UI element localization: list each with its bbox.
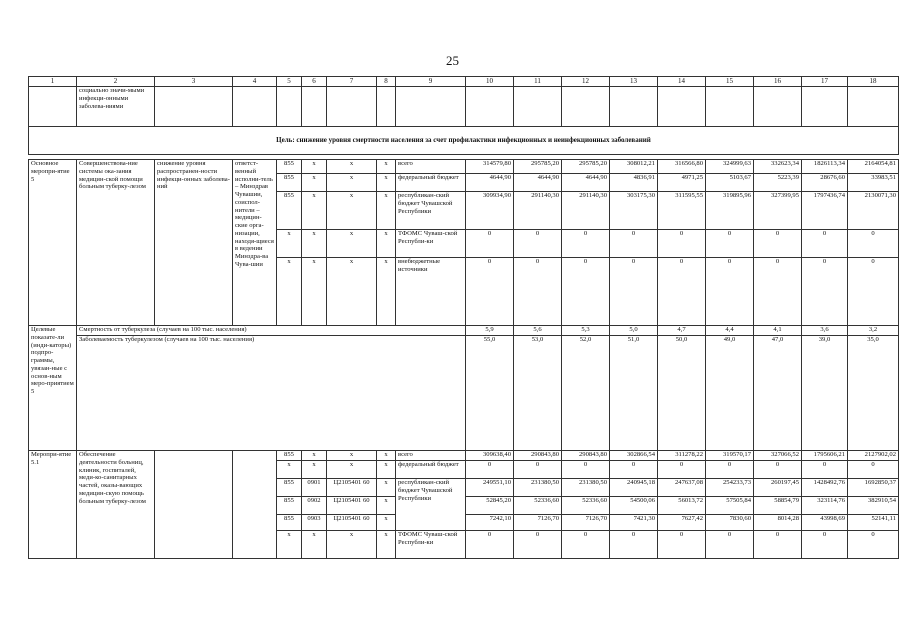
table-cell xyxy=(233,87,277,127)
funding-source: всего xyxy=(396,451,466,461)
page-number: 25 xyxy=(446,53,459,68)
amount-value: 240945,18 xyxy=(610,479,658,497)
column-number: 16 xyxy=(754,77,802,87)
amount-value: 4644,90 xyxy=(562,174,610,192)
table-cell xyxy=(466,87,514,127)
amount-value: 0 xyxy=(514,461,562,479)
target-article-code: х xyxy=(327,531,377,559)
target-article-code: Ц2105401 60 xyxy=(327,497,377,515)
activity-name: Совершенствова-ние системы ока-зания медицин-ской помощи больным туберку-лезом xyxy=(77,160,155,326)
amount-value: 332623,34 xyxy=(754,160,802,174)
amount-value: 0 xyxy=(562,230,610,258)
grbs-code: 855 xyxy=(277,451,302,461)
column-number: 10 xyxy=(466,77,514,87)
continuation-row xyxy=(29,87,899,127)
section-code: 0902 xyxy=(302,497,327,515)
table-cell xyxy=(277,87,302,127)
indicator-value: 52,0 xyxy=(562,336,610,451)
amount-value: 0 xyxy=(848,531,899,559)
amount-value: 1692850,37 xyxy=(848,479,899,497)
amount-value: 302866,54 xyxy=(610,451,658,461)
amount-value: 0 xyxy=(658,258,706,326)
column-number: 18 xyxy=(848,77,899,87)
amount-value: 0 xyxy=(466,258,514,326)
amount-value: 311595,55 xyxy=(658,192,706,230)
indicator-value: 35,0 xyxy=(848,336,899,451)
expense-type-code: х xyxy=(377,160,396,174)
amount-value: 52336,60 xyxy=(514,497,562,515)
indicator-value: 4,4 xyxy=(706,326,754,336)
indicator-value: 5,6 xyxy=(514,326,562,336)
amount-value: 327066,52 xyxy=(754,451,802,461)
amount-value: 0 xyxy=(610,258,658,326)
expense-type-code: х xyxy=(377,515,396,531)
column-number: 9 xyxy=(396,77,466,87)
grbs-code: 855 xyxy=(277,497,302,515)
amount-value: 316566,80 xyxy=(658,160,706,174)
indicator-row xyxy=(29,326,899,336)
amount-value: 0 xyxy=(610,531,658,559)
amount-value: 314579,80 xyxy=(466,160,514,174)
amount-value: 0 xyxy=(802,531,848,559)
expense-type-code: х xyxy=(377,479,396,497)
amount-value: 0 xyxy=(754,531,802,559)
amount-value: 0 xyxy=(658,461,706,479)
column-number: 3 xyxy=(155,77,233,87)
section-code: х xyxy=(302,192,327,230)
activity-name: Обеспечение деятельности больниц, клиник, госпиталей, меди-ко-санитарных частей, оказы-вающих медицин-скую помощь больным туберку-лезом xyxy=(77,451,155,559)
amount-value: 52141,11 xyxy=(848,515,899,531)
section-code: х xyxy=(302,461,327,479)
column-number: 1 xyxy=(29,77,77,87)
expected-result: снижение уровня распространен-ности инфекци-онных заболева-ний xyxy=(155,160,233,326)
amount-value: 7627,42 xyxy=(658,515,706,531)
column-number: 14 xyxy=(658,77,706,87)
indicator-value: 5,9 xyxy=(466,326,514,336)
amount-value: 1826113,34 xyxy=(802,160,848,174)
amount-value: 7126,70 xyxy=(562,515,610,531)
expected-result xyxy=(155,451,233,559)
amount-value: 0 xyxy=(658,230,706,258)
column-number: 4 xyxy=(233,77,277,87)
grbs-code: х xyxy=(277,461,302,479)
table-cell xyxy=(658,87,706,127)
amount-value: 0 xyxy=(466,461,514,479)
amount-value: 1797436,74 xyxy=(802,192,848,230)
activity-code: Основное меропри-ятие 5 xyxy=(29,160,77,326)
column-number: 7 xyxy=(327,77,377,87)
amount-value: 0 xyxy=(514,531,562,559)
column-number: 2 xyxy=(77,77,155,87)
amount-value: 0 xyxy=(514,258,562,326)
goal-text: Цель: снижение уровня смертности населения за счет профилактики инфекционных и неинфекционных заболеваний xyxy=(29,127,899,155)
grbs-code: х xyxy=(277,230,302,258)
expense-type-code: х xyxy=(377,497,396,515)
amount-value: 319570,17 xyxy=(706,451,754,461)
amount-value: 0 xyxy=(610,230,658,258)
amount-value: 231380,50 xyxy=(514,479,562,497)
indicator-value: 3,2 xyxy=(848,326,899,336)
section-code: х xyxy=(302,258,327,326)
target-article-code: Ц2105401 60 xyxy=(327,479,377,497)
header-row xyxy=(29,77,899,87)
table-cell xyxy=(706,87,754,127)
table-cell xyxy=(514,87,562,127)
amount-value: 0 xyxy=(754,230,802,258)
column-number: 17 xyxy=(802,77,848,87)
amount-value: 2130071,30 xyxy=(848,192,899,230)
amount-value: 1795606,21 xyxy=(802,451,848,461)
activity-code: Меропри-ятие 5.1 xyxy=(29,451,77,559)
amount-value: 291140,30 xyxy=(562,192,610,230)
amount-value: 0 xyxy=(754,258,802,326)
indicator-name: Заболеваемость туберкулезом (случаев на 100 тыс. населения) xyxy=(77,336,466,451)
table-row xyxy=(29,160,899,174)
amount-value: 0 xyxy=(848,258,899,326)
amount-value: 7242,10 xyxy=(466,515,514,531)
grbs-code: 855 xyxy=(277,174,302,192)
amount-value: 319895,96 xyxy=(706,192,754,230)
activity-name: социально значи-мыми инфекци-онными заболева-ниями xyxy=(77,87,155,127)
grbs-code: х xyxy=(277,258,302,326)
expense-type-code: х xyxy=(377,461,396,479)
table-cell xyxy=(327,87,377,127)
target-article-code: х xyxy=(327,174,377,192)
amount-value: 254233,73 xyxy=(706,479,754,497)
amount-value: 33983,51 xyxy=(848,174,899,192)
funding-source: республикан-ский бюджет Чувашской Республики xyxy=(396,192,466,230)
amount-value: 0 xyxy=(802,461,848,479)
section-code: х xyxy=(302,174,327,192)
column-number: 12 xyxy=(562,77,610,87)
amount-value: 5223,39 xyxy=(754,174,802,192)
funding-source: ТФОМС Чуваш-ской Республи-ки xyxy=(396,230,466,258)
indicator-value: 5,3 xyxy=(562,326,610,336)
grbs-code: х xyxy=(277,531,302,559)
amount-value: 0 xyxy=(802,258,848,326)
funding-source: республикан-ский бюджет Чувашской Республики xyxy=(396,479,466,531)
target-article-code: х xyxy=(327,192,377,230)
section-code: 0903 xyxy=(302,515,327,531)
target-article-code: х xyxy=(327,461,377,479)
table-cell xyxy=(802,87,848,127)
indicator-value: 47,0 xyxy=(754,336,802,451)
table-cell xyxy=(562,87,610,127)
amount-value: 56013,72 xyxy=(658,497,706,515)
amount-value: 0 xyxy=(706,258,754,326)
amount-value: 295785,20 xyxy=(514,160,562,174)
indicator-value: 55,0 xyxy=(466,336,514,451)
column-number: 6 xyxy=(302,77,327,87)
indicator-value: 49,0 xyxy=(706,336,754,451)
amount-value: 7126,70 xyxy=(514,515,562,531)
amount-value: 2164054,81 xyxy=(848,160,899,174)
expense-type-code: х xyxy=(377,230,396,258)
target-article-code: х xyxy=(327,451,377,461)
amount-value: 28676,60 xyxy=(802,174,848,192)
amount-value: 260197,45 xyxy=(754,479,802,497)
table-cell xyxy=(29,87,77,127)
amount-value: 0 xyxy=(802,230,848,258)
amount-value: 0 xyxy=(466,531,514,559)
expense-type-code: х xyxy=(377,192,396,230)
amount-value: 249551,10 xyxy=(466,479,514,497)
target-article-code: х xyxy=(327,230,377,258)
target-article-code: х xyxy=(327,258,377,326)
amount-value: 43998,69 xyxy=(802,515,848,531)
amount-value: 0 xyxy=(754,461,802,479)
responsible-executor xyxy=(233,451,277,559)
responsible-executor: ответст-венный исполни-тель – Минздрав Чувашии, соиспол-нители – медицин-ские орга-низации, находя-щиеся в ведении Минздра-ва Чува-шии xyxy=(233,160,277,326)
amount-value: 290843,80 xyxy=(562,451,610,461)
grbs-code: 855 xyxy=(277,192,302,230)
amount-value: 58854,79 xyxy=(754,497,802,515)
expense-type-code: х xyxy=(377,451,396,461)
amount-value: 0 xyxy=(562,258,610,326)
amount-value: 231380,50 xyxy=(562,479,610,497)
indicator-value: 5,0 xyxy=(610,326,658,336)
amount-value: 309638,40 xyxy=(466,451,514,461)
amount-value: 4836,91 xyxy=(610,174,658,192)
amount-value: 323114,76 xyxy=(802,497,848,515)
funding-source: всего xyxy=(396,160,466,174)
amount-value: 290843,80 xyxy=(514,451,562,461)
expense-type-code: х xyxy=(377,174,396,192)
table-row xyxy=(29,451,899,461)
indicator-value: 39,0 xyxy=(802,336,848,451)
amount-value: 4644,90 xyxy=(514,174,562,192)
column-number: 5 xyxy=(277,77,302,87)
grbs-code: 855 xyxy=(277,479,302,497)
table-cell xyxy=(302,87,327,127)
amount-value: 0 xyxy=(466,230,514,258)
funding-source: федеральный бюджет xyxy=(396,174,466,192)
amount-value: 247637,08 xyxy=(658,479,706,497)
section-code: 0901 xyxy=(302,479,327,497)
column-number: 8 xyxy=(377,77,396,87)
amount-value: 7830,60 xyxy=(706,515,754,531)
funding-source: внебюджетные источники xyxy=(396,258,466,326)
section-code: х xyxy=(302,230,327,258)
indicator-value: 51,0 xyxy=(610,336,658,451)
amount-value: 52845,20 xyxy=(466,497,514,515)
amount-value: 5103,67 xyxy=(706,174,754,192)
program-table xyxy=(28,76,899,559)
table-cell xyxy=(754,87,802,127)
column-number: 13 xyxy=(610,77,658,87)
amount-value: 0 xyxy=(848,461,899,479)
amount-value: 0 xyxy=(706,461,754,479)
amount-value: 311278,22 xyxy=(658,451,706,461)
table-cell xyxy=(396,87,466,127)
indicator-value: 50,0 xyxy=(658,336,706,451)
section-code: х xyxy=(302,451,327,461)
amount-value: 0 xyxy=(848,230,899,258)
indicator-value: 53,0 xyxy=(514,336,562,451)
amount-value: 309934,90 xyxy=(466,192,514,230)
amount-value: 0 xyxy=(514,230,562,258)
indicator-name: Смертность от туберкулеза (случаев на 100 тыс. населения) xyxy=(77,326,466,336)
amount-value: 0 xyxy=(562,461,610,479)
amount-value: 0 xyxy=(706,531,754,559)
amount-value: 4644,90 xyxy=(466,174,514,192)
amount-value: 0 xyxy=(562,531,610,559)
amount-value: 8014,28 xyxy=(754,515,802,531)
amount-value: 382910,54 xyxy=(848,497,899,515)
indicator-value: 4,7 xyxy=(658,326,706,336)
table-cell xyxy=(377,87,396,127)
amount-value: 0 xyxy=(706,230,754,258)
amount-value: 308012,21 xyxy=(610,160,658,174)
amount-value: 4971,25 xyxy=(658,174,706,192)
target-article-code: х xyxy=(327,160,377,174)
amount-value: 7421,30 xyxy=(610,515,658,531)
amount-value: 327399,95 xyxy=(754,192,802,230)
amount-value: 52336,60 xyxy=(562,497,610,515)
table-cell xyxy=(610,87,658,127)
funding-source: ТФОМС Чуваш-ской Республи-ки xyxy=(396,531,466,559)
amount-value: 54500,06 xyxy=(610,497,658,515)
indicators-label: Целевые показате-ли (инди-каторы) подпро-граммы, увязан-ные с основ-ным меро-приятием 5 xyxy=(29,326,77,451)
expense-type-code: х xyxy=(377,258,396,326)
indicator-row xyxy=(29,336,899,451)
amount-value: 2127902,02 xyxy=(848,451,899,461)
table-cell xyxy=(155,87,233,127)
amount-value: 0 xyxy=(658,531,706,559)
indicator-value: 4,1 xyxy=(754,326,802,336)
amount-value: 324999,63 xyxy=(706,160,754,174)
amount-value: 57505,84 xyxy=(706,497,754,515)
grbs-code: 855 xyxy=(277,515,302,531)
amount-value: 0 xyxy=(610,461,658,479)
grbs-code: 855 xyxy=(277,160,302,174)
column-number: 15 xyxy=(706,77,754,87)
section-code: х xyxy=(302,531,327,559)
indicator-value: 3,6 xyxy=(802,326,848,336)
goal-row xyxy=(29,127,899,155)
amount-value: 295785,20 xyxy=(562,160,610,174)
funding-source: федеральный бюджет xyxy=(396,461,466,479)
target-article-code: Ц2105401 60 xyxy=(327,515,377,531)
column-number: 11 xyxy=(514,77,562,87)
amount-value: 1428492,76 xyxy=(802,479,848,497)
table-cell xyxy=(848,87,899,127)
expense-type-code: х xyxy=(377,531,396,559)
amount-value: 291140,30 xyxy=(514,192,562,230)
amount-value: 303175,30 xyxy=(610,192,658,230)
section-code: х xyxy=(302,160,327,174)
